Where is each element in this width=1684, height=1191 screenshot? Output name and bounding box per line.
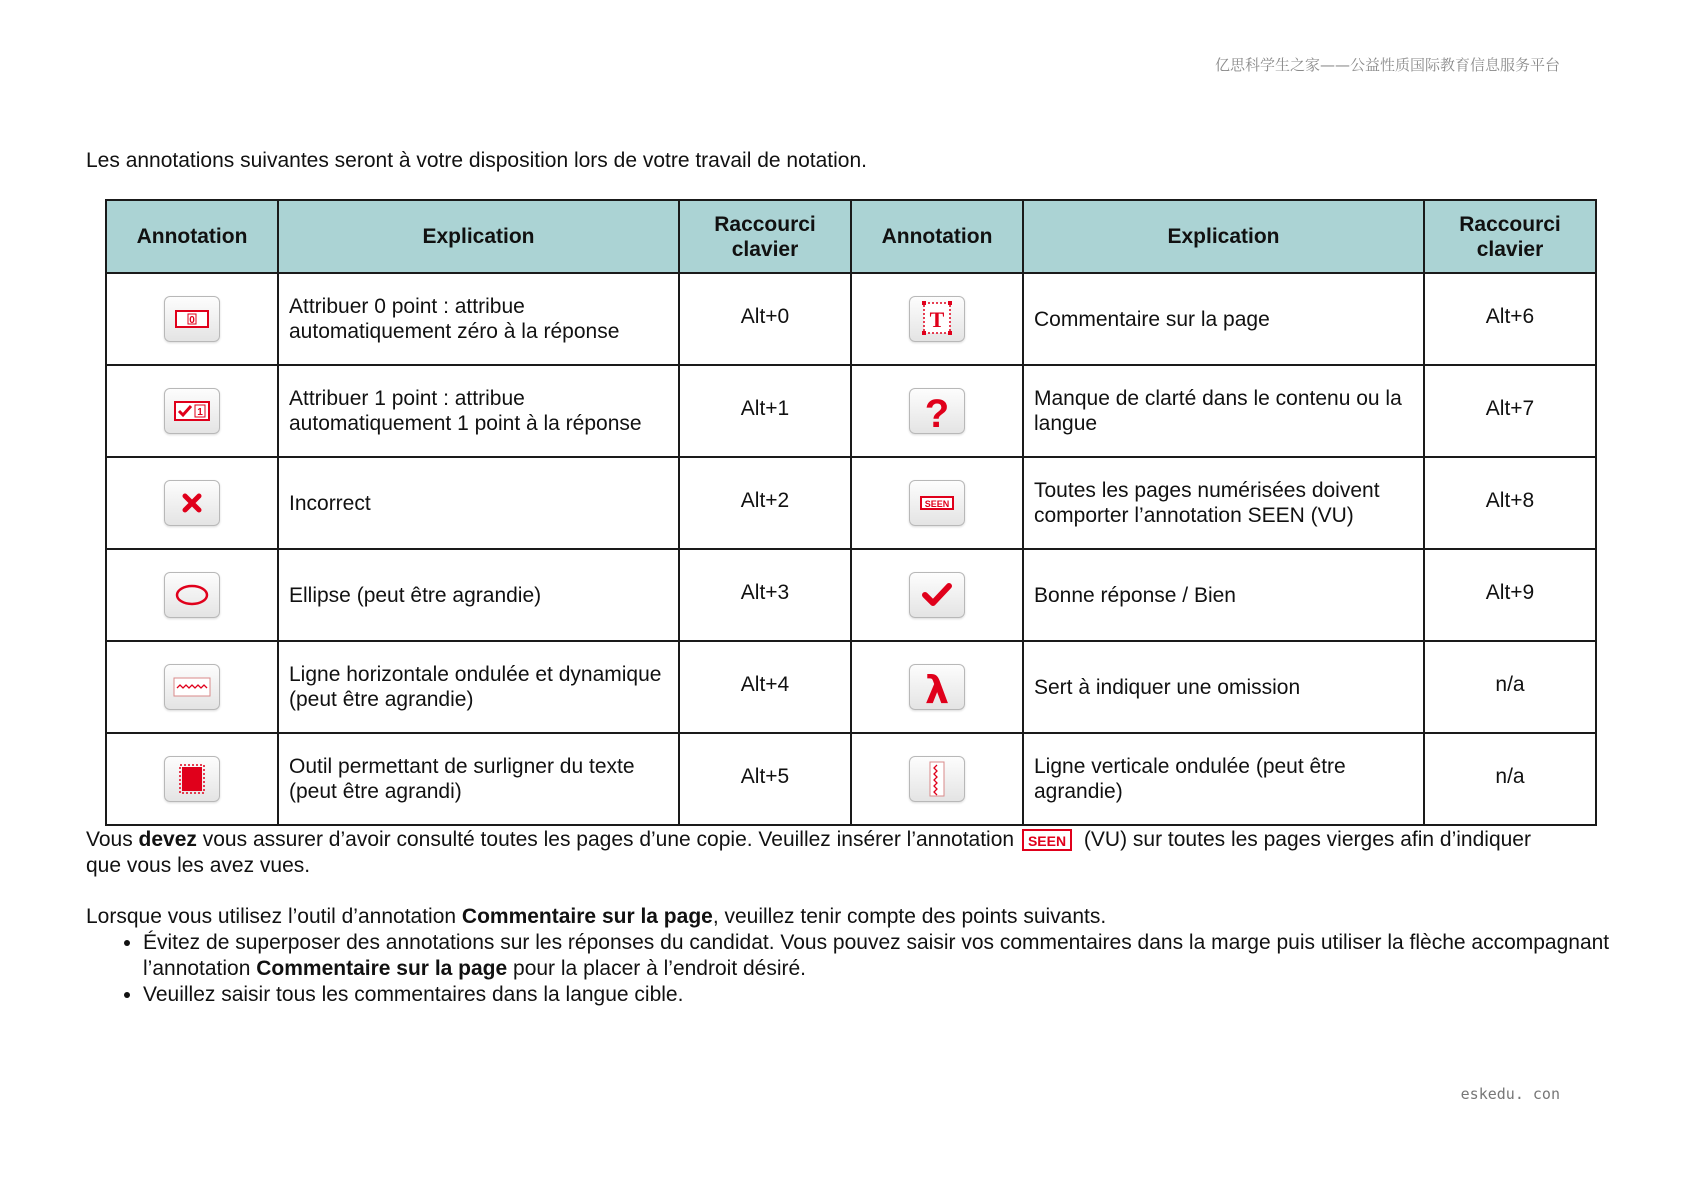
explication-cell: Toutes les pages numérisées doivent comporter l’annotation SEEN (VU) — [1023, 457, 1424, 549]
zero-mark-text: 0 — [189, 315, 195, 326]
header-annotation-2: Annotation — [851, 200, 1023, 273]
header-annotation: Annotation — [106, 200, 278, 273]
annotation-cell — [851, 733, 1023, 825]
tick-icon — [909, 572, 965, 618]
explication-cell: Attribuer 0 point : attribue automatiquement zéro à la réponse — [278, 273, 679, 365]
para2-bold: Commentaire sur la page — [461, 905, 713, 928]
bullet1-before: Évitez de superposer des annotations sur les réponses du candidat. Vous pouvez saisir vos commentaires dans la marge puis utiliser la flèche accompagnant l’annotation — [143, 931, 1610, 980]
annotation-cell — [851, 641, 1023, 733]
explication-cell: Ligne horizontale ondulée et dynamique (peut être agrandie) — [278, 641, 679, 733]
one-point-icon — [164, 388, 220, 434]
explication-cell: Incorrect — [278, 457, 679, 549]
table-row — [106, 549, 1596, 641]
ellipse-icon — [164, 572, 220, 618]
wavy-horizontal-line-icon — [164, 664, 220, 710]
seen-inline-text: SEEN — [1028, 833, 1067, 849]
annotation-cell — [106, 733, 278, 825]
table-row — [106, 457, 1596, 549]
table-row — [106, 641, 1596, 733]
annotation-cell — [106, 641, 278, 733]
header-explication-2: Explication — [1023, 200, 1424, 273]
cross-icon — [164, 480, 220, 526]
bullet1-bold: Commentaire sur la page — [256, 957, 508, 980]
annotation-cell — [851, 273, 1023, 365]
seen-inline-icon — [1022, 829, 1072, 851]
omission-caret-text: λ — [924, 668, 950, 709]
explication-cell: Attribuer 1 point : attribue automatiquement 1 point à la réponse — [278, 365, 679, 457]
explication-cell: Outil permettant de surligner du texte (peut être agrandi) — [278, 733, 679, 825]
para2-after: , veuillez tenir compte des points suivants. — [712, 905, 1107, 928]
shortcut-cell: Alt+3 — [679, 549, 851, 641]
para2-before: Lorsque vous utilisez l’outil d’annotation — [86, 905, 462, 928]
explication-cell: Ellipse (peut être agrandie) — [278, 549, 679, 641]
header-raccourci-line1: Raccourci — [714, 212, 816, 236]
annotation-cell — [106, 457, 278, 549]
explication-cell: Commentaire sur la page — [1023, 273, 1424, 365]
para1-middle: vous assurer d’avoir consulté toutes les pages d’une copie. Veuillez insérer l’annotation — [196, 828, 1015, 851]
annotation-cell — [851, 549, 1023, 641]
annotations-table — [105, 199, 1597, 826]
comment-tool-paragraph — [86, 904, 1586, 930]
table-header-row — [106, 200, 1596, 273]
shortcut-cell: Alt+0 — [679, 273, 851, 365]
zero-mark-icon — [164, 296, 220, 342]
header-raccourci-2 — [1424, 200, 1596, 273]
list-item — [143, 982, 1643, 1008]
list-item — [143, 930, 1643, 982]
header-raccourci — [679, 200, 851, 273]
explication-cell: Sert à indiquer une omission — [1023, 641, 1424, 733]
para1-after: (VU) sur toutes les pages vierges afin d’indiquer que vous les avez vues. — [86, 828, 1531, 877]
shortcut-cell: n/a — [1424, 733, 1596, 825]
table-row — [106, 733, 1596, 825]
seen-stamp-text: SEEN — [924, 499, 950, 509]
explication-cell: Manque de clarté dans le contenu ou la langue — [1023, 365, 1424, 457]
footer-watermark: eskedu. con — [1460, 1085, 1560, 1103]
annotation-cell — [106, 273, 278, 365]
header-raccourci-line2: clavier — [1476, 237, 1544, 261]
bullet2-text: Veuillez saisir tous les commentaires dans la langue cible. — [143, 983, 684, 1006]
shortcut-cell: Alt+2 — [679, 457, 851, 549]
highlight-tool-icon — [164, 756, 220, 802]
shortcut-cell: Alt+1 — [679, 365, 851, 457]
shortcut-cell: Alt+9 — [1424, 549, 1596, 641]
page-comment-text: T — [929, 307, 945, 332]
omission-caret-icon — [909, 664, 965, 710]
annotation-cell — [106, 549, 278, 641]
table-row — [106, 273, 1596, 365]
explication-cell: Ligne verticale ondulée (peut être agrandie) — [1023, 733, 1424, 825]
bullet1-after: pour la placer à l’endroit désiré. — [507, 957, 807, 980]
para1-bold: devez — [138, 828, 197, 851]
one-point-text: 1 — [197, 407, 203, 418]
header-watermark: 亿思科学生之家——公益性质国际教育信息服务平台 — [1214, 56, 1560, 74]
shortcut-cell: Alt+6 — [1424, 273, 1596, 365]
annotation-cell — [851, 457, 1023, 549]
header-explication: Explication — [278, 200, 679, 273]
must-view-paragraph — [86, 827, 1566, 879]
seen-stamp-icon — [909, 480, 965, 526]
explication-cell: Bonne réponse / Bien — [1023, 549, 1424, 641]
intro-text: Les annotations suivantes seront à votre disposition lors de votre travail de notation. — [86, 149, 867, 172]
shortcut-cell: Alt+7 — [1424, 365, 1596, 457]
annotation-cell — [106, 365, 278, 457]
para1-before: Vous — [86, 828, 139, 851]
shortcut-cell: Alt+8 — [1424, 457, 1596, 549]
annotation-cell — [851, 365, 1023, 457]
page-comment-icon — [909, 296, 965, 342]
table-row — [106, 365, 1596, 457]
header-raccourci-line1: Raccourci — [1459, 212, 1561, 236]
question-mark-text: ? — [924, 392, 950, 433]
question-mark-icon — [909, 388, 965, 434]
comment-guidelines-list — [86, 930, 1643, 1008]
shortcut-cell: Alt+4 — [679, 641, 851, 733]
shortcut-cell: Alt+5 — [679, 733, 851, 825]
wavy-vertical-line-icon — [909, 756, 965, 802]
header-raccourci-line2: clavier — [731, 237, 799, 261]
shortcut-cell: n/a — [1424, 641, 1596, 733]
